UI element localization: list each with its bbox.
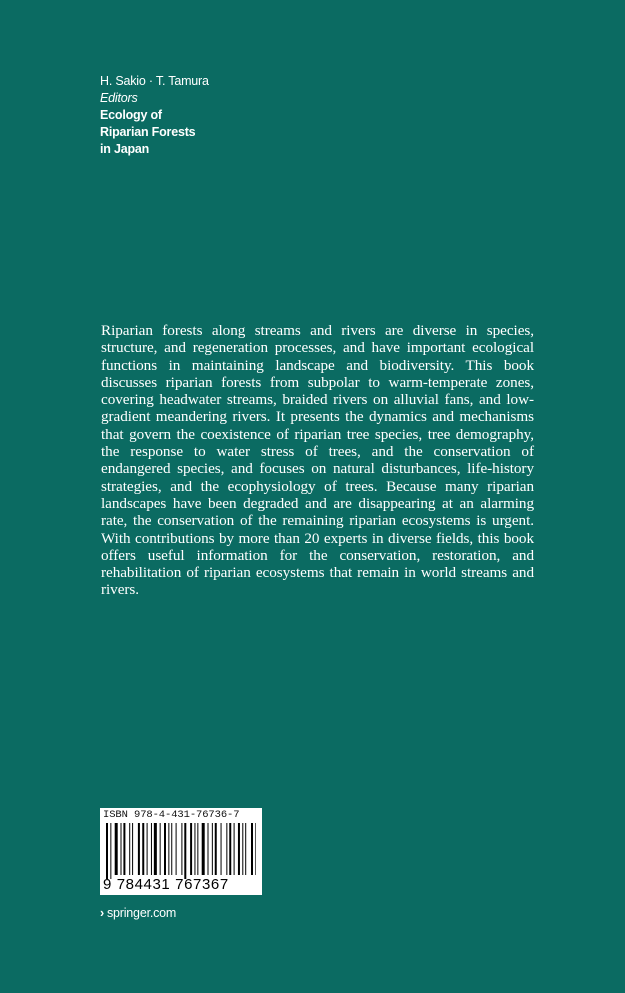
barcode-bar [184,823,186,879]
barcode-bar [106,823,108,879]
editors-role: Editors [100,91,138,105]
barcode-bar [176,823,177,875]
barcode-bar [132,823,133,875]
barcode-bar [208,823,209,875]
barcode-bar [212,823,213,875]
book-title-line-3: in Japan [100,142,150,156]
barcode-bar [226,823,227,875]
barcode-bar [234,823,235,875]
barcode-bar [255,823,256,875]
ean-digits: 9 784431 767367 [103,876,229,893]
barcode-bar [154,823,157,875]
barcode-bar [181,823,182,875]
barcode-bar [110,823,111,879]
barcode-bar [190,823,192,875]
barcode-bar [229,823,231,875]
barcode-bars [106,823,256,879]
barcode-bar [251,823,253,875]
barcode-bar [245,823,246,875]
publisher-link-text: springer.com [106,906,177,920]
barcode-bar [171,823,172,875]
barcode-bar [138,823,140,875]
book-description-text: Riparian forests along streams and rivers are diverse in species, structure, and regeneration processes, and have important ecological functions in maintaining landscape and biodiversity. This book discusses riparian forests from subpolar to warm-temperate zones, covering headwater streams, braided rivers on alluvial fans, and low-gradient meandering rivers. It presents the dynamics and mechanisms that govern the coexistence of riparian tree species, tree demography, the response to water stress of trees, and the conservation of endangered species, and focuses on natural disturbances, life-history strategies, and the ecophysiology of trees. Because many riparian landscapes have been degraded and are disappearing at an alarming rate, the conservation of the remaining riparian ecosystems is urgent. With contributions by more than 20 experts in diverse fields, this book offers useful information for the conservation, restoration, and rehabilitation of riparian ecosystems that remain in world streams and rivers. [101,322,534,599]
barcode-bar [202,823,205,875]
barcode-bar [197,823,198,875]
barcode-bar [242,823,243,875]
book-title-line-1: Ecology of [100,108,162,122]
book-description [101,322,534,599]
book-header [100,73,300,158]
barcode-bar [115,823,118,875]
barcode-bar [123,823,125,875]
barcode-bar [147,823,148,875]
isbn-label: ISBN 978-4-431-76736-7 [103,809,240,821]
barcode-bar [129,823,130,875]
barcode-bar [164,823,166,875]
editors-names: H. Sakio · T. Tamura [100,74,209,88]
barcode-bar [121,823,122,875]
book-title-line-2: Riparian Forests [100,125,196,139]
barcode-bar [238,823,240,875]
barcode-bar [151,823,152,875]
publisher-link[interactable] [100,905,176,921]
barcode-bar [160,823,161,875]
barcode-bar [215,823,217,875]
barcode-bar [194,823,195,875]
isbn-barcode [100,808,262,895]
barcode-bar [168,823,169,875]
chevron-right-icon: › [100,906,104,920]
barcode-bar [221,823,222,875]
barcode-bar [142,823,144,875]
